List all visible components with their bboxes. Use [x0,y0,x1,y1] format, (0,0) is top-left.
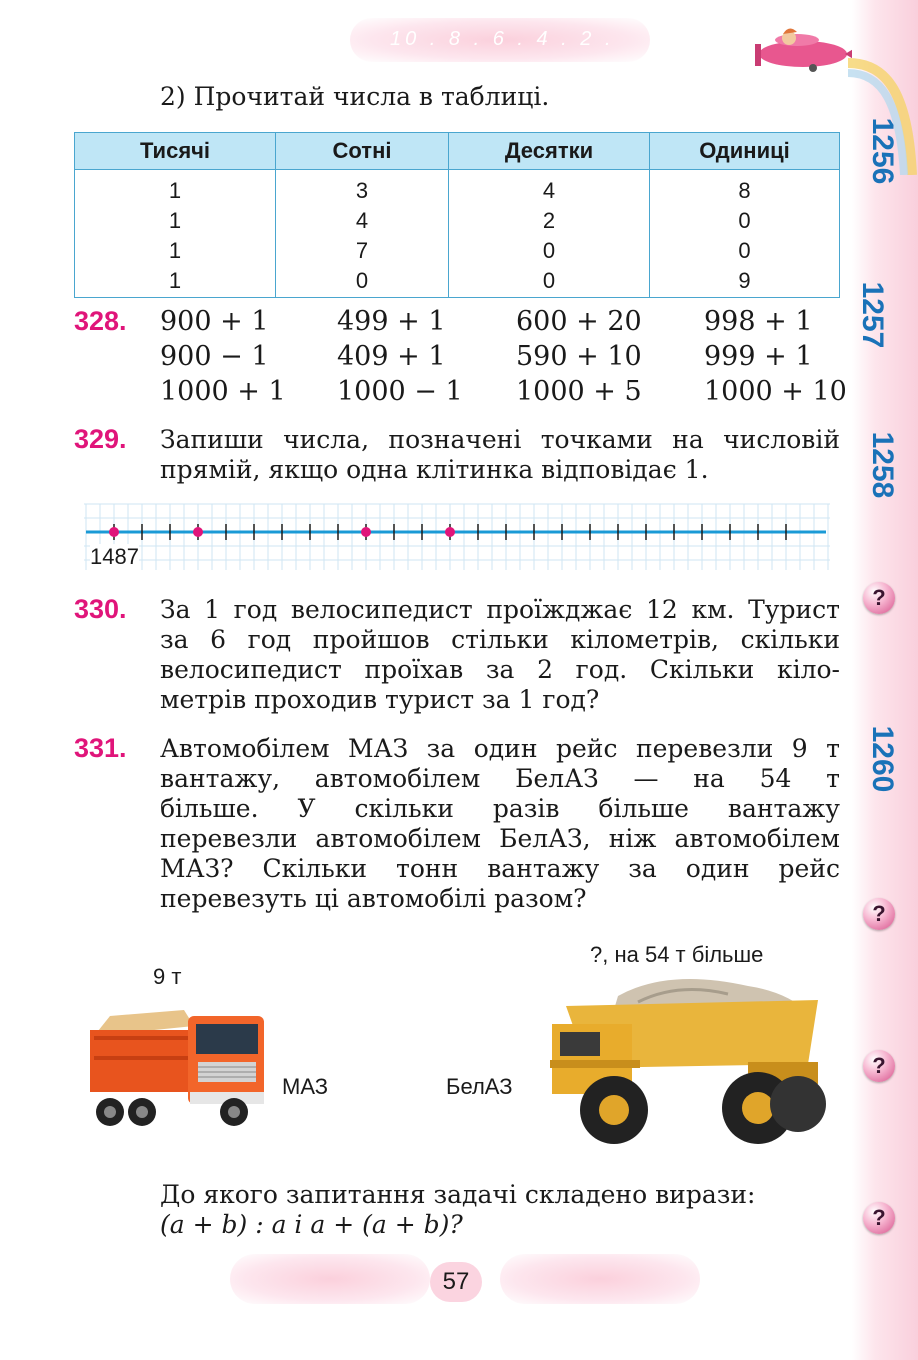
table-header-tens: Десятки [449,133,650,170]
header-decoration [350,18,650,62]
question-mark-icon: ? [863,1050,895,1082]
expression: 1000 + 10 [704,376,847,407]
side-number-1260: 1260 [866,725,899,793]
expression: 900 + 1 [160,306,269,337]
table-cell: 1 [168,238,182,263]
exercise-text-line: Автомобілем МАЗ за один рейс перевезли 9 т [160,734,840,763]
expression: 1000 + 1 [160,376,286,407]
place-value-table [74,132,840,298]
exercise-text-line: більше. У скільки разів більше вантажу [160,794,840,823]
exercise-text-line: вантажу, автомобілем БелАЗ — на 54 т [160,764,840,793]
table-cell: 0 [542,268,556,293]
exercise-text-line: перевезли автомобілем БелАЗ, ніж автомобілем [160,824,840,853]
maz-truck-icon [84,996,274,1136]
table-header-hundreds: Сотні [276,133,449,170]
table-cell: 1 [168,178,182,203]
belaz-weight-label: ?, на 54 т більше [590,942,764,967]
footer-decoration-right [500,1254,700,1304]
expression: 1000 − 1 [337,376,463,407]
number-line [84,500,830,572]
footer-decoration-left [230,1254,430,1304]
table-cell: 0 [542,238,556,263]
table-cell: 4 [542,178,556,203]
belaz-label: БелАЗ [446,1074,513,1099]
table-cell: 2 [542,208,556,233]
expression: 499 + 1 [337,306,446,337]
expression: 999 + 1 [704,341,813,372]
page-number: 57 [442,1268,470,1295]
table-column-thousands [75,170,276,298]
final-question-expression: (a + b) : a і a + (a + b)? [160,1210,463,1239]
table-cell: 7 [355,238,369,263]
side-number-1258: 1258 [866,431,899,499]
expression: 590 + 10 [516,341,642,372]
countdown-decor-text: 10 . 8 . 6 . 4 . 2 . [390,28,615,50]
table-cell: 0 [738,208,751,233]
number-line-start-label: 1487 [90,544,139,569]
expression: 1000 + 5 [516,376,642,407]
table-header-thousands: Тисячі [75,133,276,170]
expression: 998 + 1 [704,306,813,337]
exercise-text-line: Запиши числа, позначені точками на числовій [160,425,840,454]
table-header-units: Одиниці [650,133,840,170]
exercise-text-line: За 1 год велосипедист проїжджає 12 км. Турист [160,595,840,624]
exercise-text-line: МАЗ? Скільки тонн вантажу за один рейс [160,854,840,883]
expression: 600 + 20 [516,306,642,337]
side-number-1256: 1256 [866,117,899,185]
exercise-text-line: велосипедист проїхав за 2 год. Скільки кіло- [160,655,840,684]
maz-weight-label: 9 т [153,964,182,989]
belaz-truck-icon [548,972,832,1150]
exercise-number-328: 328. [74,306,127,336]
table-cell: 1 [168,208,182,233]
maz-label: МАЗ [282,1074,329,1099]
expression: 900 − 1 [160,341,269,372]
table-column-hundreds [276,170,449,298]
table-cell: 0 [738,238,751,263]
airplane-icon [735,18,855,80]
question-mark-icon: ? [863,1202,895,1234]
question-mark-icon: ? [863,898,895,930]
side-strip [852,0,918,1360]
table-cell: 9 [738,268,751,293]
table-cell: 4 [355,208,369,233]
final-question-line: До якого запитання задачі складено вирази: [160,1180,756,1209]
exercise-number-329: 329. [74,424,127,454]
question-mark-icon: ? [863,582,895,614]
table-cell: 1 [168,268,182,293]
task-2-prompt: 2) Прочитай числа в таблиці. [160,82,550,111]
exercise-number-331: 331. [74,733,127,763]
exercise-text-line: за 6 год пройшов стільки кілометрів, скільки [160,625,840,654]
exercise-text-line: метрів проходив турист за 1 год? [160,685,600,714]
side-number-1257: 1257 [856,281,889,349]
table-cell: 8 [738,178,751,203]
exercise-text-line: перевезуть ці автомобілі разом? [160,884,587,913]
expression: 409 + 1 [337,341,446,372]
exercise-text-line: прямій, якщо одна клітинка відповідає 1. [160,455,709,484]
table-cell: 3 [355,178,369,203]
exercise-number-330: 330. [74,594,127,624]
table-cell: 0 [355,268,369,293]
table-column-units [650,170,840,298]
table-column-tens [449,170,650,298]
